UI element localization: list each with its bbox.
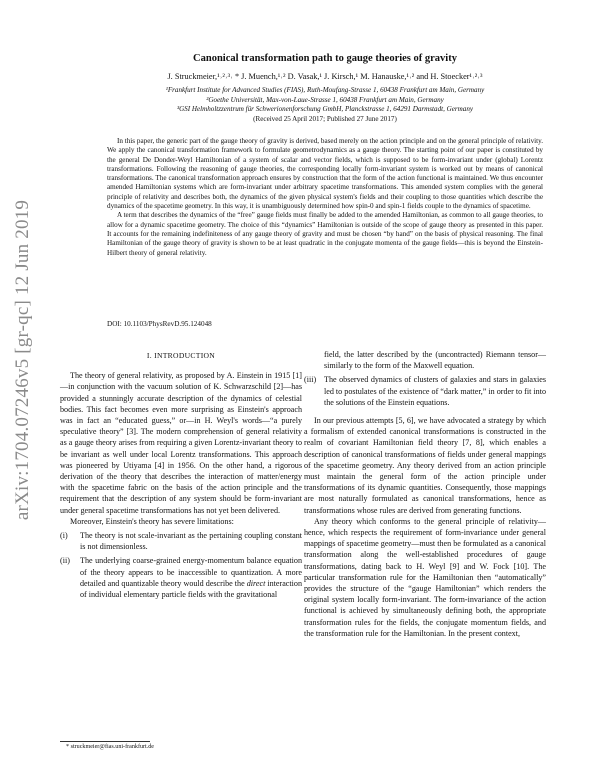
paper-title: Canonical transformation path to gauge theories of gravity — [193, 53, 457, 64]
list-item-text-part: interaction of individual elementary particle fields with the gravitational — [80, 578, 302, 600]
affiliation-1: ¹Frankfurt Institute for Advanced Studies (FIAS), Ruth-Moufang-Strasse 1, 60438 Frankfurt am Main, Germany — [165, 86, 485, 94]
footnote-email[interactable]: * struckmeier@fias.uni-frankfurt.de — [66, 744, 155, 750]
abstract — [107, 137, 543, 258]
affiliations — [60, 86, 590, 124]
intro-paragraph-4: Any theory which conforms to the general principle of relativity—hence, which respects the requirement of form-invariance under general mappings of spacetime geometry—must then be formulated as a canonical transformation along the well-established procedures of gauge transformations, dating back to H. Weyl [9] and W. Fock [10]. The particular transformation rule for the Hamiltonian then “automatically” provides the structure of the “gauge Hamiltonian” which renders the original system locally form-invariant. The form-invariance of the action functional is achieved by simultaneously defining both, the appropriate transformation rules for the fields, the conjugate momentum fields, and the transformation rule for the Hamiltonian. In the present context, — [304, 516, 546, 638]
list-item — [60, 530, 302, 552]
section-heading: I. INTRODUCTION — [146, 351, 216, 360]
intro-paragraph-1: The theory of general relativity, as proposed by A. Einstein in 1915 [1]—in conjunction with the vacuum solution of K. Schwarzschild [2]—has provided a stunningly accurate description of the dynamics of celestial bodies. This fact becomes even more surprising as Einstein's approach was in fact an “educated guess,” or—in H. Weyl's words—“a purely speculative theory” [3]. The modern comprehension of general relativity as a gauge theory arises from requiring a given Lorentz-invariant theory to be invariant as well under local Lorentz transformations. This approach was pioneered by Utiyama [4] in 1956. On the other hand, a rigorous derivation of the theory that describes the interaction of matter/energy with the spacetime fabric on the basis of the action principle and the requirement that the description of any system should be form-invariant under general spacetime transformations has not yet been delivered. — [60, 371, 302, 515]
emphasis-direct: direct — [246, 578, 266, 588]
list-item-text: The observed dynamics of clusters of galaxies and stars in galaxies led to postulates of the existence of “dark matter,” in order to fit into the solutions of the Einstein equations. — [324, 375, 546, 407]
intro-paragraph-2: Moreover, Einstein's theory has severe limitations: — [70, 516, 234, 526]
intro-paragraph-3: In our previous attempts [5, 6], we have advocated a strategy by which a formalism of extended canonical transformations is constructed in the realm of covariant Hamiltonian field theory [7, 8], which enables a description of canonical transformations of fields under general mappings of the spacetime geometry. Any theory derived from an action principle must maintain the general form of the action principle under transformations of its dynamic quantities. Consequently, those mappings are most naturally formulated as canonical transformations, hence as transformations whose rules are derived from generating functions. — [304, 416, 546, 515]
abstract-paragraph-2: A term that describes the dynamics of the “free” gauge fields must finally be added to the amended Hamiltonian, as common to all gauge theories, to allow for a dynamic spacetime geometry. The choice of this “dynamics” Hamiltonian is outside of the scope of gauge theory as presented in this paper. It accounts for the remaining indefiniteness of any gauge theory of gravity and must be chosen “by hand” on the basis of physical reasoning. The final Hamiltonian of the gauge theory of gravity is shown to be at least quadratic in the conjugate momenta of the gauge fields—this is beyond the Einstein-Hilbert theory of general relativity. — [107, 211, 543, 257]
list-item-number: (ii) — [60, 556, 70, 566]
affiliation-3: ³GSI Helmholtzzentrum für Schwerionenforschung GmbH, Planckstrasse 1, 64291 Darmstadt, Germany — [176, 105, 474, 114]
list-item — [304, 374, 546, 408]
footnote-divider — [60, 741, 150, 742]
list-item-continuation: field, the latter described by the (uncontracted) Riemann tensor—similarly to the form of the Maxwell equation. — [324, 350, 546, 371]
list-item-text — [80, 555, 302, 600]
affiliation-2: ²Goethe Universität, Max-von-Laue-Strasse 1, 60438 Frankfurt am Main, Germany — [206, 95, 444, 104]
list-item — [60, 555, 302, 600]
author-list: J. Struckmeier,¹˒²˒³˒ * J. Muench,¹˒² D. Vasak,¹ J. Kirsch,¹ M. Hanauske,¹˒² and H. Stoecker¹˒²˒³ — [167, 72, 483, 81]
list-item-number: (iii) — [304, 375, 317, 385]
list-item-text: The theory is not scale-invariant as the pertaining coupling constant is not dimensionless. — [80, 531, 302, 552]
arxiv-stamp — [3, 100, 43, 620]
list-item-number: (i) — [60, 531, 68, 541]
list-item-text-part: The underlying coarse-grained energy-momentum balance equation of the theory appears to be inaccessible to quantization. A more detailed and quantizable theory would describe the — [80, 556, 302, 588]
limitations-list — [60, 530, 302, 600]
doi-link[interactable]: DOI: 10.1103/PhysRevD.95.124048 — [107, 320, 212, 328]
abstract-paragraph-1: In this paper, the generic part of the gauge theory of gravity is derived, based merely on the action principle and on the general principle of relativity. We apply the canonical transformation framework to formulate geometrodynamics as a gauge theory. The starting point of our paper is constituted by the general De Donder-Weyl Hamiltonian of a system of scalar and vector fields, which is supposed to be form-invariant under (global) Lorentz transformations. Following the reasoning of gauge theories, the corresponding locally form-invariant system is worked out by means of canonical transformations. The canonical transformation approach ensures by construction that the form of the action functional is maintained. We thus encounter amended Hamiltonian systems which are form-invariant under arbitrary spacetime transformations. This amended system complies with the general principle of relativity and describes both, the dynamics of the given physical system's fields and their coupling to those quantities which describe the dynamics of the spacetime geometry. In this way, it is unambiguously determined how spin-0 and spin-1 fields couple to the dynamics of spacetime. — [107, 137, 543, 211]
left-column — [60, 350, 302, 603]
right-column — [304, 349, 546, 639]
received-date: (Received 25 April 2017; Published 27 June 2017) — [253, 114, 397, 123]
arxiv-stamp-text: arXiv:1704.07246v5 [gr-qc] 12 Jun 2019 — [12, 199, 33, 521]
